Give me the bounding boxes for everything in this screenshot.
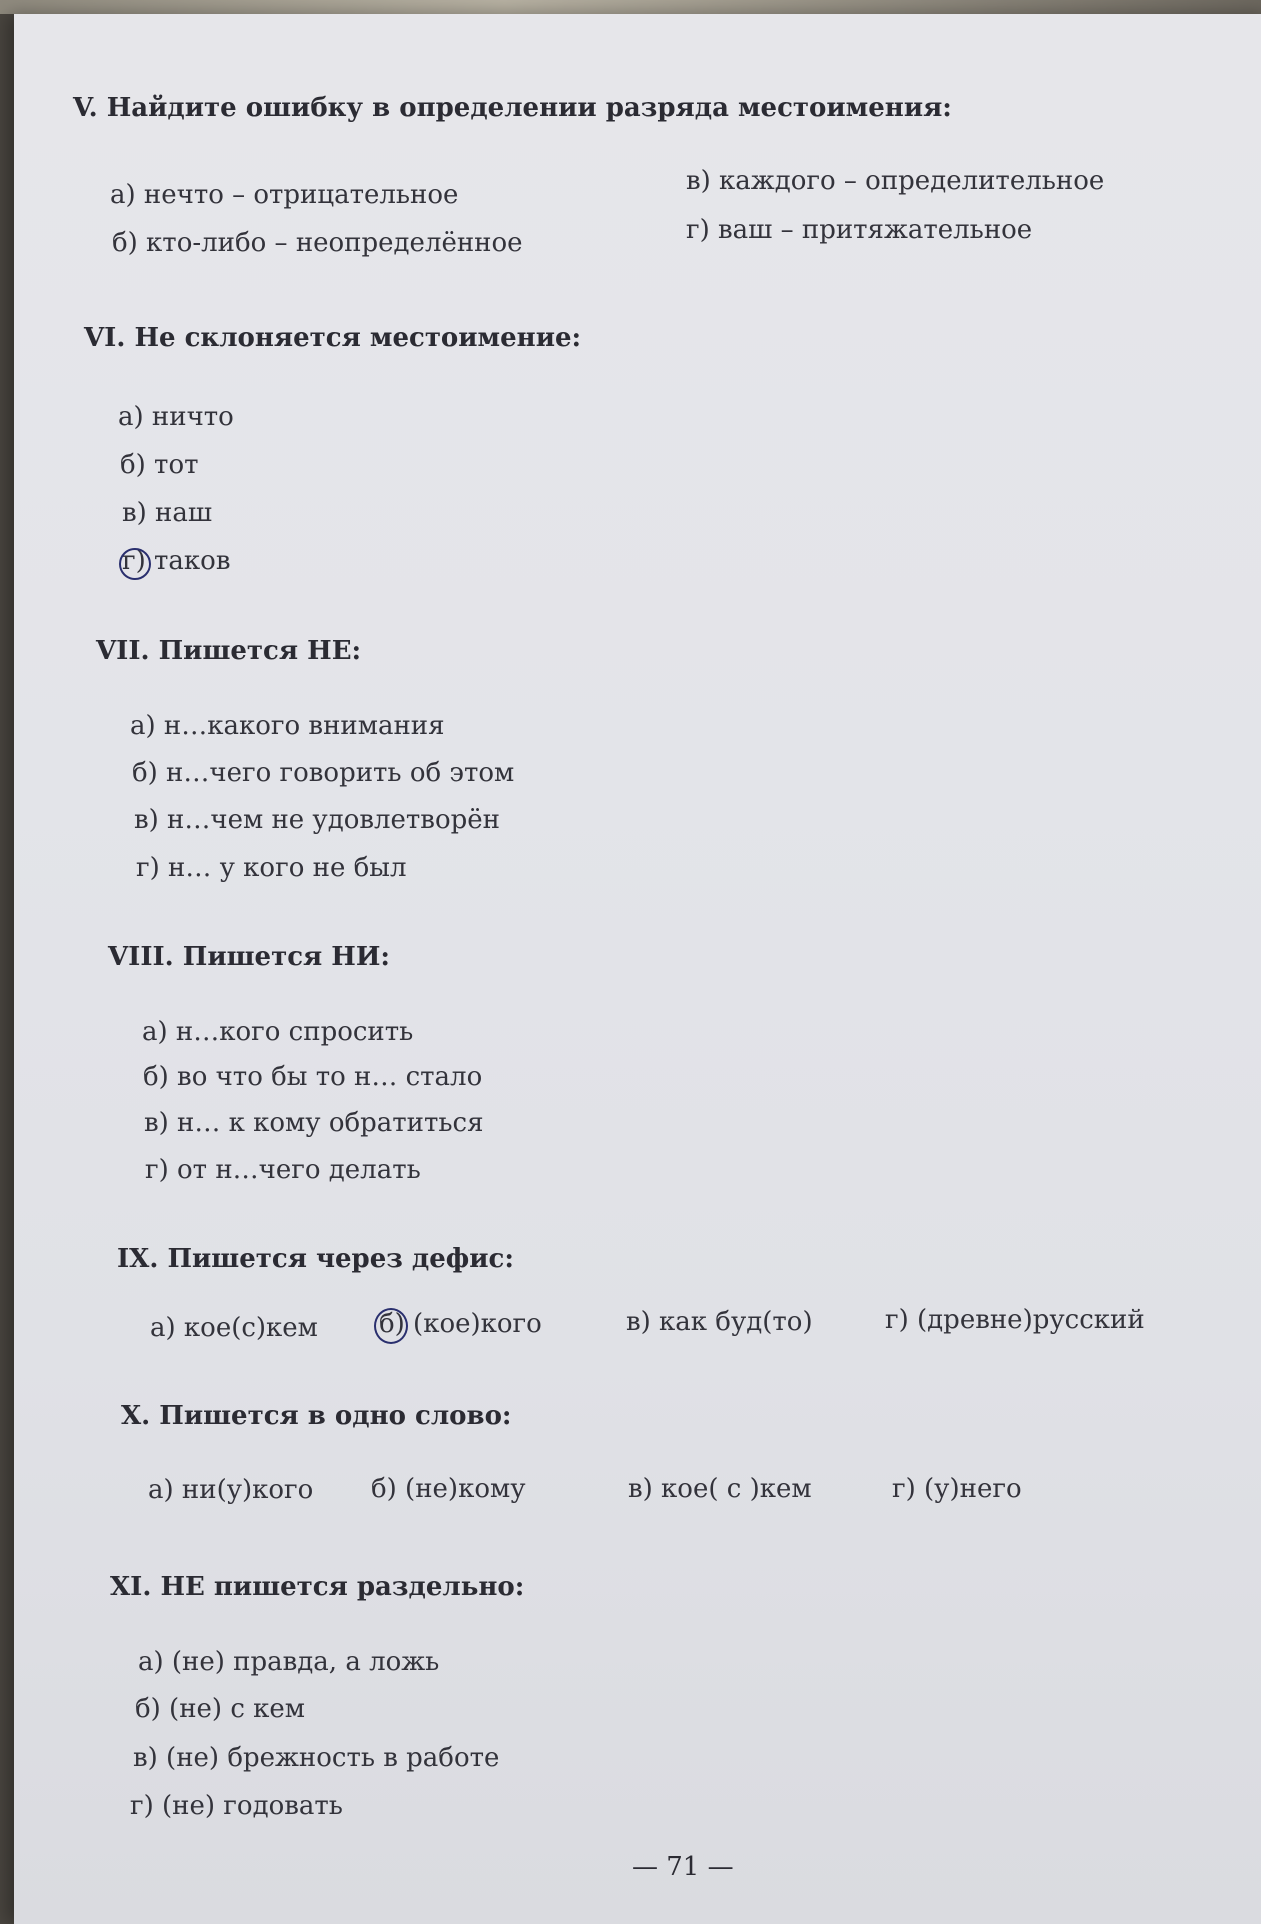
option-vi-v: в) наш <box>122 498 213 528</box>
question-title-viii: VIII. Пишется НИ: <box>108 942 391 972</box>
option-viii-a: а) н…кого спросить <box>142 1017 414 1047</box>
option-xi-v: в) (не) брежность в работе <box>133 1743 500 1773</box>
option-vii-a: а) н…какого внимания <box>130 711 445 741</box>
option-viii-v: в) н… к кому обратиться <box>144 1108 484 1138</box>
pen-circle-mark <box>119 548 151 580</box>
pen-circle-mark <box>374 1308 408 1344</box>
option-vi-a: а) ничто <box>118 402 234 432</box>
option-xi-b: б) (не) с кем <box>135 1694 306 1724</box>
question-title-vii: VII. Пишется НЕ: <box>96 636 362 666</box>
option-xi-a: а) (не) правда, а ложь <box>138 1647 440 1677</box>
option-x-g: г) (у)него <box>892 1474 1022 1504</box>
option-xi-g: г) (не) годовать <box>130 1791 343 1821</box>
page-number: — 71 — <box>632 1852 734 1882</box>
option-vi-g: г) таков <box>122 546 231 576</box>
photo-background-strip <box>0 0 1261 14</box>
option-v-a: а) нечто – отрицательное <box>110 180 459 210</box>
option-x-b: б) (не)кому <box>371 1474 526 1504</box>
option-ix-v: в) как буд(то) <box>626 1307 813 1337</box>
option-viii-g: г) от н…чего делать <box>145 1155 421 1185</box>
question-title-x: X. Пишется в одно слово: <box>121 1401 512 1431</box>
option-x-v: в) кое( с )кем <box>628 1474 812 1504</box>
option-ix-a: а) кое(с)кем <box>150 1313 318 1343</box>
option-v-b: б) кто-либо – неопределённое <box>112 228 523 258</box>
option-v-g: г) ваш – притяжательное <box>686 215 1033 245</box>
question-title-vi: VI. Не склоняется местоимение: <box>84 323 582 353</box>
question-title-ix: IX. Пишется через дефис: <box>117 1244 514 1274</box>
option-v-v: в) каждого – определительное <box>686 166 1105 196</box>
question-title-xi: XI. НЕ пишется раздельно: <box>110 1572 525 1602</box>
option-vii-b: б) н…чего говорить об этом <box>132 758 515 788</box>
option-vii-v: в) н…чем не удовлетворён <box>134 805 500 835</box>
option-vi-b: б) тот <box>120 450 199 480</box>
option-viii-b: б) во что бы то н… стало <box>143 1062 483 1092</box>
question-title-v: V. Найдите ошибку в определении разряда местоимения: <box>73 93 952 123</box>
option-ix-b: б) (кое)кого <box>379 1309 542 1339</box>
option-x-a: а) ни(у)кого <box>148 1475 314 1505</box>
option-ix-g: г) (древне)русский <box>885 1305 1145 1335</box>
option-vii-g: г) н… у кого не был <box>136 853 407 883</box>
